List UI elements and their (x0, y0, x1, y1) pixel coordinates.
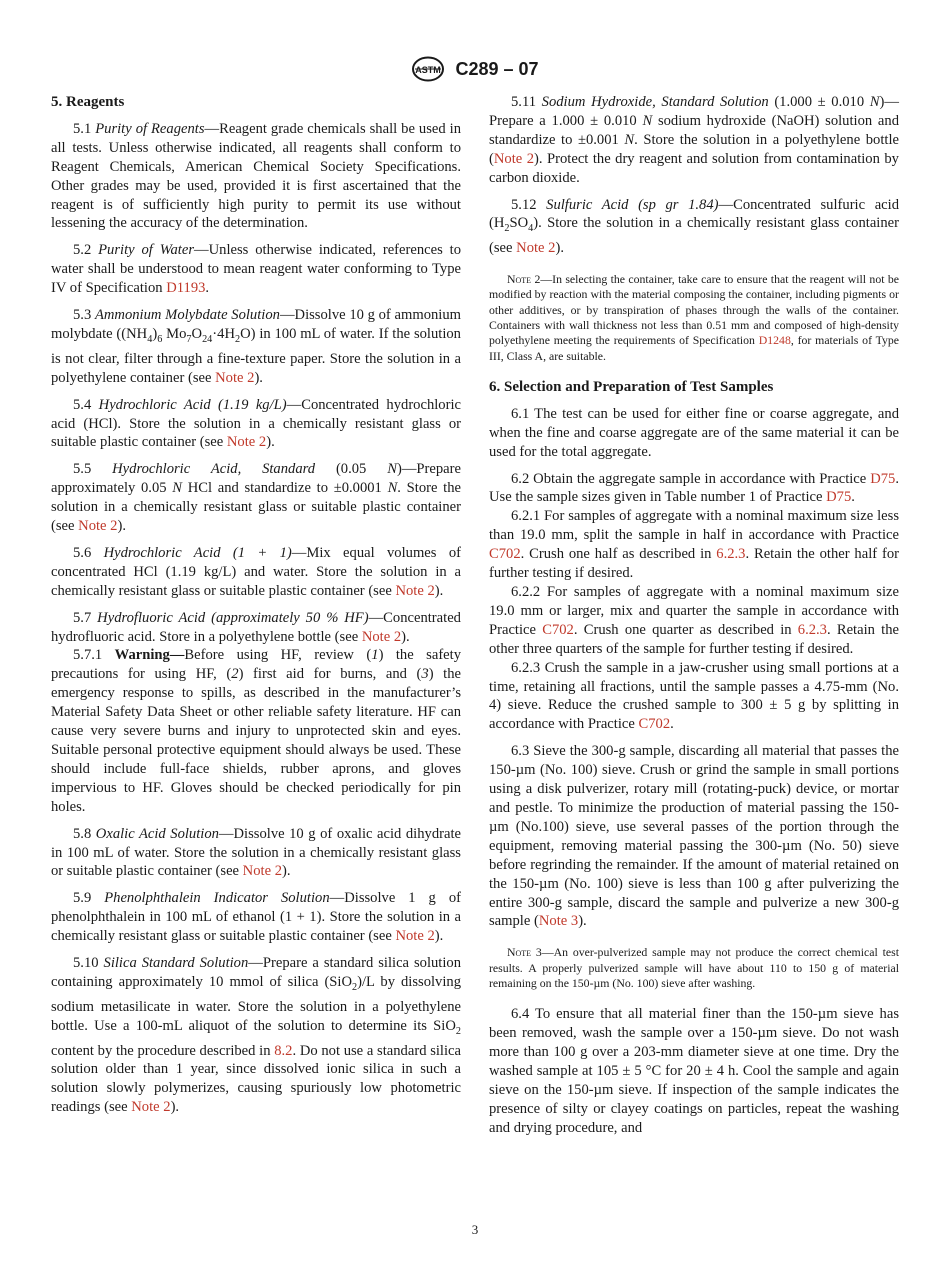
para-5-4: 5.4 Hydrochloric Acid (1.19 kg/L)—Concentrated hydrochloric acid (HCl). Store the solution in a chemically resistant glass or suitable plastic container (see Note 2). (51, 396, 462, 451)
para-5-11: 5.11 Sodium Hydroxide, Standard Solution (1.000 ± 0.010 N)—Prepare a 1.000 ± 0.010 N sodium hydroxide (NaOH) solution and standardize to ±0.001 N. Store the solution in a polyethylene bottle (Note 2). Protect the dry reagent and solution from contamination by carbon dioxide. (489, 94, 900, 186)
left-column (51, 93, 461, 1125)
para-6-4: 6.4 To ensure that all material finer than the 150-µm sieve has been removed, wash the sample over a 150-µm sieve. Do not wash more than 100 g over a 203-mm diameter sieve at one time. Dry the washed sample at 105 ± 5 °C for 20 ± 4 h. Cool the sample and again sieve on the 150-µm sieve. If inspection of the sample indicates the presence of silty or clayey coatings on particles, repeat the washing and drying procedure, and (489, 1006, 899, 1136)
section-5-heading: 5. Reagents (51, 94, 125, 110)
link-note-2[interactable]: Note 2 (493, 150, 535, 167)
svg-text:ASTM: ASTM (415, 65, 442, 75)
para-5-10: 5.10 Silica Standard Solution—Prepare a standard silica solution containing approximately 10 mmol of silica (SiO$_2$)/L by dissolving sodium metasilicate in water. Store the solution in a polyethylene bottle. Use a 100-mL aliquot of the solution to determine its SiO$_2$ content by the procedure described in 8.2. Do not use a standard silica solution older than 1 year, since dissolved ionic silica in such a solution slowly polymerizes, causing spuriously low photometric readings (see Note 2). (51, 955, 462, 1116)
para-6-1: 6.1 The test can be used for either fine or coarse aggregate, and when the fine and coarse aggregate are of the same material it can be used for the total aggregate. (489, 405, 899, 460)
para-5-5: 5.5 Hydrochloric Acid, Standard (0.05 N)—Prepare approximately 0.05 N HCl and standardize to ±0.0001 N. Store the solution in a chemically resistant glass or suitable plastic container (see Note 2). (51, 461, 461, 535)
note-2: Note 2—In selecting the container, take care to ensure that the reagent will not be modified by reaction with the material composing the container, including pigments or other additives, or by transpiration of phases through the walls of the container. Containers with wall thickness not less than 0.51 mm and composed of high-density polyethylene meeting the requirements of Specification D1248, for materials of Type III, Class A, are suitable. (489, 272, 899, 363)
standard-designation: C289 – 07 (455, 58, 539, 79)
link-c702[interactable]: C702 (489, 546, 521, 563)
para-5-8: 5.8 Oxalic Acid Solution—Dissolve 10 g of oxalic acid dihydrate in 100 mL of water. Store the solution in a chemically resistant glass or suitable plastic container (see Note 2). (51, 825, 461, 880)
para-6-3: 6.3 Sieve the 300-g sample, discarding all material that passes the 150-µm (No. 100) sieve. Crush or grind the sample in small portions using a disk pulverizer, rotary mill (rotating-puck) device, or mortar and pestle. To minimize the production of material passing the 150-µm (No.100) sieve, use several passes of the portion through the equipment, removing material passing the 300-µm (No. 50) sieve before regrinding the remainder. If the amount of material retained on the 150-µm (No. 100) sieve is less than 100 g after pulverizing the entire 300-g sample, discard the sample and pulverize a new 300-g sample (Note 3). (489, 743, 899, 930)
link-note-2[interactable]: Note 2 (395, 928, 435, 945)
link-note-2[interactable]: Note 2 (78, 518, 118, 535)
para-5-7: 5.7 Hydrofluoric Acid (approximately 50 % HF)—Concentrated hydrofluoric acid. Store in a polyethylene bottle (see Note 2). (51, 609, 461, 645)
link-note-3[interactable]: Note 3 (538, 913, 579, 930)
link-c702[interactable]: C702 (638, 716, 671, 733)
note-3: Note 3—An over-pulverized sample may not produce the correct chemical test results. A properly pulverized sample will have about 110 to 150 g of material remaining on the 150-µm (No. 100) sieve after washing. (489, 945, 899, 990)
link-d75[interactable]: D75 (870, 470, 896, 487)
para-6-2-2: 6.2.2 For samples of aggregate with a nominal maximum size 19.0 mm or larger, mix and quarter the sample in accordance with Practice C702. Crush one quarter as described in 6.2.3. Retain the other three quarters of the sample for further testing if desired. (489, 584, 899, 657)
page-header (0, 56, 950, 82)
para-5-9: 5.9 Phenolphthalein Indicator Solution—Dissolve 1 g of phenolphthalein in 100 mL of ethanol (1 + 1). Store the solution in a chemically resistant glass or suitable plastic container (see Note 2). (51, 890, 461, 945)
astm-logo-icon (411, 56, 445, 82)
section-6-heading: 6. Selection and Preparation of Test Samples (489, 378, 774, 395)
right-column (489, 93, 899, 1146)
para-5-2: 5.2 Purity of Water—Unless otherwise indicated, references to water shall be understood to mean reagent water conforming to Type IV of Specification D1193. (51, 242, 461, 297)
link-note-2[interactable]: Note 2 (215, 369, 255, 386)
link-d75[interactable]: D75 (826, 489, 852, 506)
para-5-6: 5.6 Hydrochloric Acid (1 + 1)—Mix equal volumes of concentrated HCl (1.19 kg/L) and water. Store the solution in a chemically resistant glass or suitable plastic container (see Note 2). (51, 544, 461, 599)
para-5-1: 5.1 Purity of Reagents—Reagent grade chemicals shall be used in all tests. Unless otherwise indicated, all reagents shall conform to Reagent Chemicals, American Chemical Society Specifications. Other grades may be used, provided it is first ascertained that the reagent is of sufficiently high purity to permit its use without lessening the accuracy of the determination. (51, 120, 461, 232)
link-d1248[interactable]: D1248 (758, 333, 791, 348)
para-5-3: 5.3 Ammonium Molybdate Solution—Dissolve 10 g of ammonium molybdate ($(NH_4)_6$ $Mo_7O_{24}\cdot 4H_2O$) in 100 mL of water. If the solution is not clear, filter through a fine-texture paper. Store the solution in a polyethylene container (see Note 2). (51, 307, 461, 386)
link-note-2[interactable]: Note 2 (131, 1099, 171, 1116)
link-section-6-2-3[interactable]: 6.2.3 (797, 621, 827, 638)
link-c702[interactable]: C702 (542, 621, 574, 638)
link-note-2[interactable]: Note 2 (516, 240, 556, 257)
link-note-2[interactable]: Note 2 (361, 628, 402, 645)
link-note-2[interactable]: Note 2 (226, 434, 267, 451)
para-6-2-1: 6.2.1 For samples of aggregate with a nominal maximum size less than 19.0 mm, split the sample in half in accordance with Practice C702. Crush one half as described in 6.2.3. Retain the other half for further testing if desired. (489, 508, 899, 582)
para-5-7-1: 5.7.1 Warning—Before using HF, review (1) the safety precautions for using HF, (2) first aid for burns, and (3) the emergency response to spills, as described in the manufacturer’s Material Safety Data Sheet or other reliable safety literature. HF can cause very severe burns and injury to unprotected skin and eyes. Suitable personal protective equipment should always be used. These should include full-face shields, rubber aprons, and gloves impervious to HF. Gloves should be checked periodically for pin holes. (51, 647, 462, 815)
link-d1193[interactable]: D1193 (166, 280, 206, 297)
link-note-2[interactable]: Note 2 (395, 582, 435, 599)
link-section-8-2[interactable]: 8.2 (274, 1042, 293, 1059)
page-number: 3 (471, 1222, 479, 1237)
para-5-12: 5.12 Sulfuric Acid (sp gr 1.84)—Concentrated sulfuric acid $(H_2SO_4)$. Store the solution in a chemically resistant glass container (see Note 2). (489, 196, 899, 257)
para-6-2-3: 6.2.3 Crush the sample in a jaw-crusher using small portions at a time, retaining all fractions, until the sample passes a 4.75-mm (No. 4) sieve. Reduce the crushed sample to 300 ± 5 g by splitting in accordance with Practice C702. (489, 659, 899, 733)
link-note-2[interactable]: Note 2 (242, 863, 282, 880)
para-6-2: 6.2 Obtain the aggregate sample in accordance with Practice D75. Use the sample sizes given in Table number 1 of Practice D75. (489, 470, 899, 506)
link-section-6-2-3[interactable]: 6.2.3 (716, 546, 746, 563)
